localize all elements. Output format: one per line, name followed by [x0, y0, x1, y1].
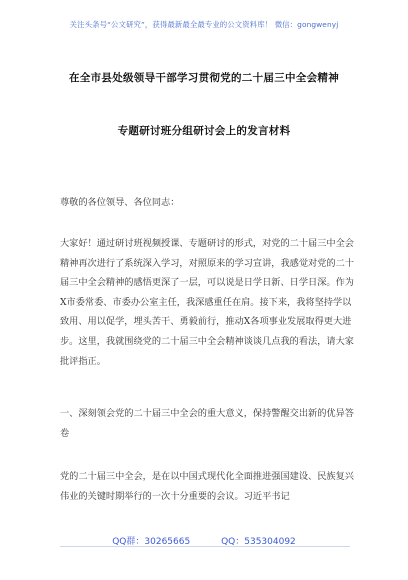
salutation: 尊敬的各位领导、各位同志： [60, 197, 180, 208]
section-heading-1: 一、深刻领会党的二十届三中全会的重大意义，保持警醒交出新的优异答卷 [60, 408, 354, 439]
footer-divider [60, 546, 350, 547]
document-title-line-1: 在全市县处级领导干部学习贯彻党的二十届三中全会精神 [69, 72, 339, 84]
document-title-line-2: 专题研讨班分组研讨会上的发言材料 [117, 125, 291, 137]
footer-qq: QQ：535304092 [221, 537, 296, 547]
body-paragraph-1: 大家好！通过研讨班视频授课、专题研讨的形式，对党的二十届三中全会精神再次进行了系统深入学习，对照原来的学习宣讲，我感觉对党的二十届三中全会精神的感悟更深了一层，可以说是日学日新、日学日深。作为X市委常委、市委办公室主任，我深感重任在肩。接下来，我将坚持学以致用、用以促学，埋头苦干、勇毅前行，推动X各项事业发展取得更大进步。这里，我就围绕党的二十届三中全会精神谈谈几点我的看法，请大家批评指正。 [60, 238, 354, 367]
header-banner: 关注头条号“公文研究”，获得最新最全最专业的公文资料库！ 微信：gongwenyj [69, 20, 339, 29]
body-paragraph-2: 党的二十届三中全会，是在以中国式现代化全面推进强国建设、民族复兴伟业的关键时期举行的一次十分重要的会议。习近平书记 [60, 471, 354, 502]
footer-qq-group: QQ群：30265665 [112, 537, 191, 547]
